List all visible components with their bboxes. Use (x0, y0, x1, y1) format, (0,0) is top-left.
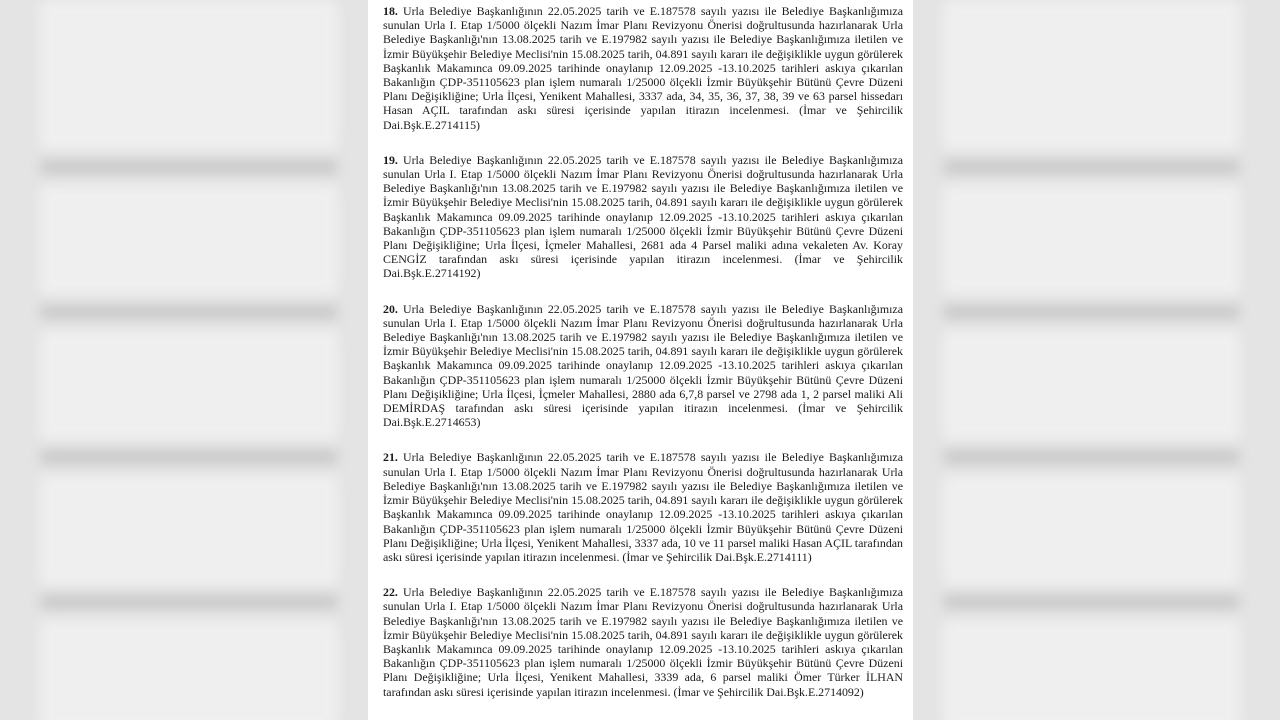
agenda-item-19 (383, 153, 903, 281)
agenda-item-number: 19. (383, 152, 398, 167)
backdrop-band (40, 185, 338, 295)
agenda-item-number: 18. (383, 4, 398, 18)
backdrop-band-dark (40, 160, 338, 174)
backdrop-band (40, 330, 338, 440)
agenda-item-22 (383, 585, 903, 699)
backdrop-band (40, 0, 338, 150)
backdrop-band-dark (943, 305, 1240, 319)
agenda-item-21 (383, 450, 903, 564)
agenda-item-20 (383, 302, 903, 430)
backdrop-band-dark (943, 160, 1240, 174)
agenda-item-number: 22. (383, 585, 398, 600)
blurred-backdrop-left (0, 0, 368, 720)
agenda-item-text: Urla Belediye Başkanlığının 22.05.2025 tarih ve E.187578 sayılı yazısı ile Belediye Başkanlığımıza sunulan Urla I. Etap 1/5000 ölçekli Nazım İmar Planı Revizyonu Önerisi doğrultusunda hazırlanarak Urla Belediye Başkanlığı'nın 13.08.2025 tarih ve E.197982 sayılı yazısı ile Belediye Başkanlığımıza iletilen ve İzmir Büyükşehir Belediye Meclisi'nin 15.08.2025 tarih, 04.891 sayılı kararı ile değişiklikle uygun görülerek Başkanlık Makamınca 09.09.2025 tarihinde onaylanıp 12.09.2025 -13.10.2025 tarihleri askıya çıkarılan Bakanlığın ÇDP-351105623 plan işlem numaralı 1/25000 ölçekli İzmir Büyükşehir Bütünü Çevre Düzeni Planı Değişikliğine; Urla İlçesi, İçmeler Mahallesi, 2681 ada 4 Parsel maliki adına vekaleten Av. Koray CENGİZ tarafından askı süresi içerisinde yapılan itirazın incelenmesi. (İmar ve Şehircilik Dai.Bşk.E.2714192) (383, 152, 903, 281)
backdrop-band (943, 475, 1240, 585)
backdrop-band-dark (40, 450, 338, 464)
agenda-item-text: Urla Belediye Başkanlığının 22.05.2025 tarih ve E.187578 sayılı yazısı ile Belediye Başkanlığımıza sunulan Urla I. Etap 1/5000 ölçekli Nazım İmar Planı Revizyonu Önerisi doğrultusunda hazırlanarak Urla Belediye Başkanlığı'nın 13.08.2025 tarih ve E.197982 sayılı yazısı ile Belediye Başkanlığımıza iletilen ve İzmir Büyükşehir Belediye Meclisi'nin 15.08.2025 tarih, 04.891 sayılı kararı ile değişiklikle uygun görülerek Başkanlık Makamınca 09.09.2025 tarihinde onaylanıp 12.09.2025 -13.10.2025 tarihleri askıya çıkarılan Bakanlığın ÇDP-351105623 plan işlem numaralı 1/25000 ölçekli İzmir Büyükşehir Bütünü Çevre Düzeni Planı Değişikliğine; Urla İlçesi, Yenikent Mahallesi, 3339 ada, 6 parsel maliki Ömer Türker İLHAN tarafından askı süresi içerisinde yapılan itirazın incelenmesi. (İmar ve Şehircilik Dai.Bşk.E.2714092) (383, 585, 903, 699)
blurred-backdrop-right (913, 0, 1280, 720)
backdrop-blur-bands-right (913, 0, 1280, 720)
backdrop-band (943, 0, 1240, 150)
backdrop-band (943, 185, 1240, 295)
agenda-item-text: Urla Belediye Başkanlığının 22.05.2025 tarih ve E.187578 sayılı yazısı ile Belediye Başkanlığımıza sunulan Urla I. Etap 1/5000 ölçekli Nazım İmar Planı Revizyonu Önerisi doğrultusunda hazırlanarak Urla Belediye Başkanlığı'nın 13.08.2025 tarih ve E.197982 sayılı yazısı ile Belediye Başkanlığımıza iletilen ve İzmir Büyükşehir Belediye Meclisi'nin 15.08.2025 tarih, 04.891 sayılı kararı ile değişiklikle uygun görülerek Başkanlık Makamınca 09.09.2025 tarihinde onaylanıp 12.09.2025 -13.10.2025 tarihleri askıya çıkarılan Bakanlığın ÇDP-351105623 plan işlem numaralı 1/25000 ölçekli İzmir Büyükşehir Bütünü Çevre Düzeni Planı Değişikliğine; Urla İlçesi, Yenikent Mahallesi, 3337 ada, 10 ve 11 parsel maliki Hasan AÇIL tarafından askı süresi içerisinde yapılan itirazın incelenmesi. (İmar ve Şehircilik Dai.Bşk.E.2714111) (383, 450, 903, 564)
backdrop-band (40, 620, 338, 720)
agenda-item-number: 21. (383, 450, 398, 465)
backdrop-band-dark (40, 595, 338, 609)
backdrop-band (40, 475, 338, 585)
agenda-item-text: Urla Belediye Başkanlığının 22.05.2025 tarih ve E.187578 sayılı yazısı ile Belediye Başkanlığımıza sunulan Urla I. Etap 1/5000 ölçekli Nazım İmar Planı Revizyonu Önerisi doğrultusunda hazırlanarak Urla Belediye Başkanlığı'nın 13.08.2025 tarih ve E.197982 sayılı yazısı ile Belediye Başkanlığımıza iletilen ve İzmir Büyükşehir Belediye Meclisi'nin 15.08.2025 tarih, 04.891 sayılı kararı ile değişiklikle uygun görülerek Başkanlık Makamınca 09.09.2025 tarihinde onaylanıp 12.09.2025 -13.10.2025 tarihleri askıya çıkarılan Bakanlığın ÇDP-351105623 plan işlem numaralı 1/25000 ölçekli İzmir Büyükşehir Bütünü Çevre Düzeni Planı Değişikliğine; Urla İlçesi, İçmeler Mahallesi, 2880 ada 6,7,8 parsel ve 2798 ada 1, 2 parsel maliki Ali DEMİRDAŞ tarafından askı süresi içerisinde yapılan itirazın incelenmesi. (İmar ve Şehircilik Dai.Bşk.E.2714653) (383, 301, 903, 430)
agenda-item-number: 20. (383, 301, 398, 316)
backdrop-band-dark (943, 450, 1240, 464)
agenda-item-text: Urla Belediye Başkanlığının 22.05.2025 tarih ve E.187578 sayılı yazısı ile Belediye Başkanlığımıza sunulan Urla I. Etap 1/5000 ölçekli Nazım İmar Planı Revizyonu Önerisi doğrultusunda hazırlanarak Urla Belediye Başkanlığı'nın 13.08.2025 tarih ve E.197982 sayılı yazısı ile Belediye Başkanlığımıza iletilen ve İzmir Büyükşehir Belediye Meclisi'nin 15.08.2025 tarih, 04.891 sayılı kararı ile değişiklikle uygun görülerek Başkanlık Makamınca 09.09.2025 tarihinde onaylanıp 12.09.2025 -13.10.2025 tarihleri askıya çıkarılan Bakanlığın ÇDP-351105623 plan işlem numaralı 1/25000 ölçekli İzmir Büyükşehir Bütünü Çevre Düzeni Planı Değişikliğine; Urla İlçesi, Yenikent Mahallesi, 3337 ada, 34, 35, 36, 37, 38, 39 ve 63 parsel hissedarı Hasan AÇIL tarafından askı süresi içerisinde yapılan itirazın incelenmesi. (İmar ve Şehircilik Dai.Bşk.E.2714115) (383, 4, 903, 132)
agenda-item-18 (383, 4, 903, 132)
document-page (368, 0, 913, 720)
backdrop-band-dark (40, 305, 338, 319)
backdrop-band (943, 620, 1240, 720)
backdrop-band-dark (943, 595, 1240, 609)
backdrop-band (943, 330, 1240, 440)
backdrop-blur-bands-left (0, 0, 368, 720)
